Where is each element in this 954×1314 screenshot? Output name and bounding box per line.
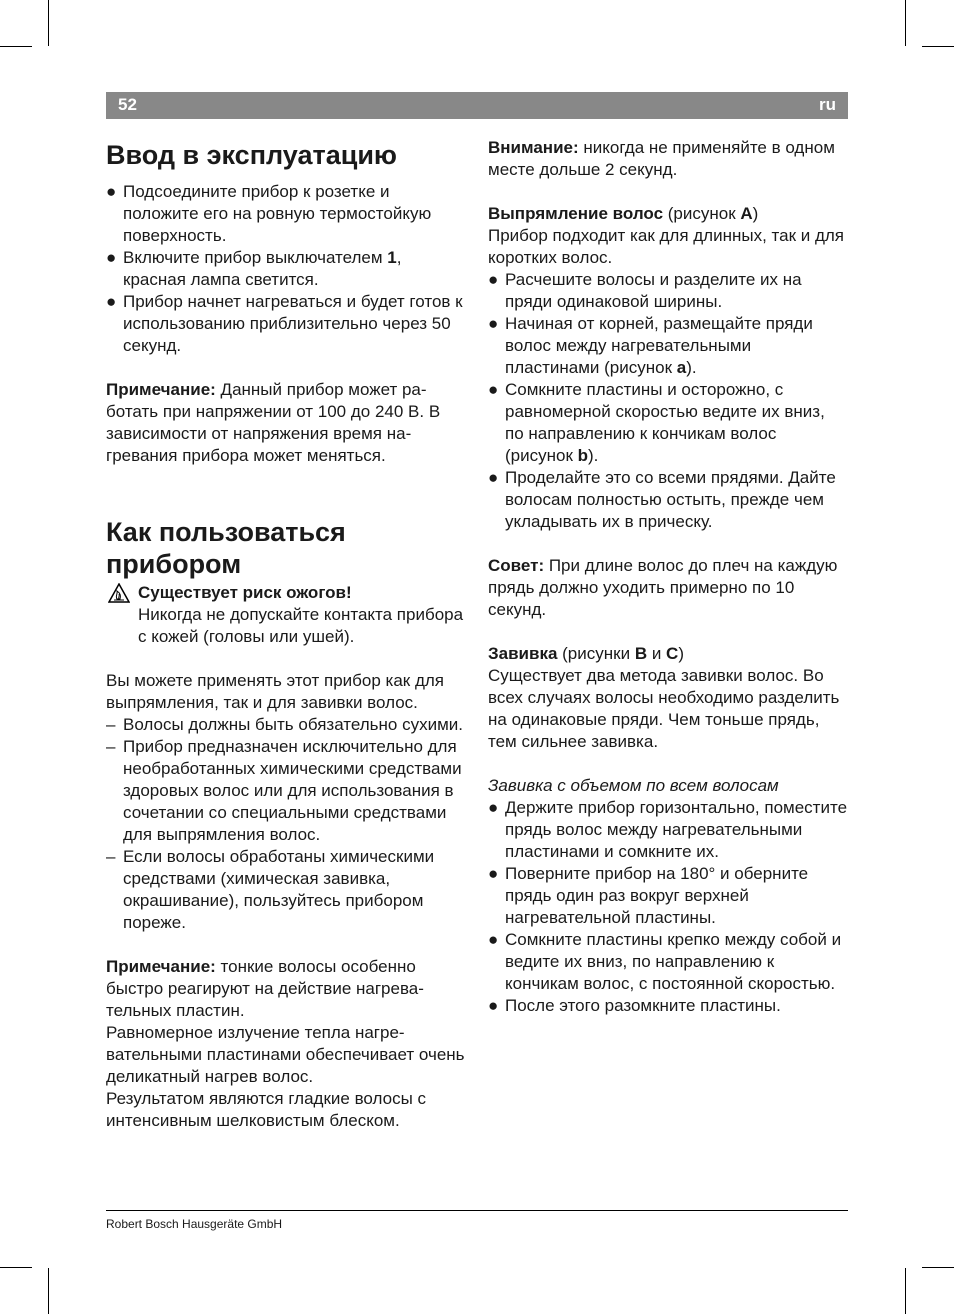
crop-mark: [0, 46, 32, 47]
page-header-bar: [106, 92, 848, 119]
bullet-marker: ●: [106, 292, 117, 311]
bullet-marker: ●: [488, 314, 499, 333]
list-item: [488, 797, 848, 863]
list-item-text: Включите прибор выключателем: [123, 248, 388, 267]
warning-icon: [108, 583, 130, 603]
crop-mark: [922, 46, 954, 47]
figure-ref: B: [634, 644, 648, 663]
list-item-text: ).: [686, 358, 697, 377]
list-item: [106, 846, 466, 934]
figure-ref-text: (рисунок: [663, 204, 741, 223]
list-item-text: Если волосы обработаны химическими средствами (химическая завивка, окрашивание), пользуйтесь прибором пореже.: [123, 847, 435, 932]
body-paragraph: Прибор подходит как для длинных, так и для коротких волос.: [488, 226, 845, 267]
list-item-text: Подсоедините прибор к розетке и положите его на ровную термостойкую поверхность.: [123, 182, 432, 245]
attention-text: никогда не применяйте в одном месте дольше 2 секунд.: [488, 138, 835, 179]
note-label: Примечание:: [106, 957, 216, 976]
section-title-usage: Как пользоваться прибором: [106, 517, 346, 579]
curling-label: Завивка: [488, 644, 558, 663]
bullet-marker: ●: [488, 930, 499, 949]
warning-title: Существует риск ожогов!: [138, 583, 352, 602]
list-item-text: Расчешите волосы и разделите их на пряди одинаковой ширины.: [505, 270, 802, 311]
bullet-marker: ●: [488, 864, 499, 883]
body-paragraph: Существует два метода завивки волос. Во всех случаях волосы необходимо разделить на одинаковые пряди. Чем тоньше прядь, тем сильнее завивка.: [488, 666, 840, 751]
list-item-text: После этого разомкните пластины.: [505, 996, 781, 1015]
list-item: [488, 929, 848, 995]
page-number: 52: [118, 95, 137, 114]
footer-company: Robert Bosch Hausgeräte GmbH: [106, 1217, 283, 1231]
bullet-marker: ●: [488, 996, 499, 1015]
list-item: [106, 181, 466, 247]
burn-warning: [106, 582, 466, 648]
straightening-heading: [488, 203, 848, 225]
footer-divider: [106, 1210, 848, 1211]
list-item-text: Начиная от корней, размещайте пряди волос между нагревательными пластинами (рисунок: [505, 314, 813, 377]
intro-paragraph: Вы можете применять этот прибор как для выпрямления, так и для завивки волос.: [106, 671, 445, 712]
bullet-marker: ●: [106, 182, 117, 201]
list-item-text: Держите прибор горизонтально, поместите прядь волос между нагревательными пластинами и сомкните их.: [505, 798, 848, 861]
list-item: [488, 863, 848, 929]
figure-ref-text: ): [752, 204, 759, 223]
right-column: [488, 137, 848, 1017]
note-label: Примечание:: [106, 380, 216, 399]
list-item: [488, 269, 848, 313]
straightening-label: Выпрямление волос: [488, 204, 664, 223]
list-item: [488, 379, 848, 467]
list-item-text: ).: [588, 446, 599, 465]
language-code: ru: [819, 95, 836, 114]
list-item: [106, 291, 466, 357]
list-item: [106, 714, 466, 736]
figure-ref-text: ): [678, 644, 684, 663]
bullet-marker: ●: [488, 468, 499, 487]
attention-paragraph: [488, 137, 848, 181]
list-item: [106, 247, 466, 291]
volume-title: Завивка с объемом по всем волосам: [488, 776, 779, 795]
note-text: Данный прибор может ра-ботать при напряжении от 100 до 240 В. В зависимости от напряжения время на-гревания прибора может меняться.: [106, 380, 441, 465]
crop-mark: [48, 1268, 49, 1314]
dash-marker: –: [106, 847, 116, 866]
crop-mark: [48, 0, 49, 46]
straightening-list: [488, 269, 848, 533]
dash-marker: –: [106, 715, 116, 734]
crop-mark: [0, 1267, 32, 1268]
note-paragraph: [106, 379, 466, 467]
volume-list: [488, 797, 848, 1017]
list-item-text: Поверните прибор на 180° и оберните прядь один раз вокруг верхней нагревательной пластины.: [505, 864, 809, 927]
setup-list: [106, 181, 466, 357]
figure-ref: a: [676, 358, 687, 377]
figure-ref: b: [577, 446, 589, 465]
volume-subheading: [488, 775, 848, 797]
list-item: [488, 313, 848, 379]
body-paragraph: Результатом являются гладкие волосы с интенсивным шелковистым блеском.: [106, 1089, 427, 1130]
figure-ref-text: и: [647, 644, 667, 663]
conditions-list: [106, 714, 466, 934]
list-item-text: Волосы должны быть обязательно сухими.: [123, 715, 463, 734]
list-item: [488, 995, 848, 1017]
bullet-marker: ●: [106, 248, 117, 267]
figure-ref: C: [666, 644, 679, 663]
list-item: [488, 467, 848, 533]
list-item-text: Проделайте это со всеми прядями. Дайте волосам полностью остыть, прежде чем укладывать их в прическу.: [505, 468, 836, 531]
bullet-marker: ●: [488, 270, 499, 289]
note-paragraph: [106, 956, 466, 1022]
attention-label: Внимание:: [488, 138, 579, 157]
left-column: [106, 137, 466, 1132]
note-text: тонкие волосы особенно быстро реагируют на действие нагрева-тельных пластин.: [106, 957, 424, 1020]
bullet-marker: ●: [488, 798, 499, 817]
list-item-text: , красная лампа светится.: [123, 248, 402, 289]
dash-marker: –: [106, 737, 116, 756]
tip-label: Совет:: [488, 556, 545, 575]
crop-mark: [905, 1268, 906, 1314]
bullet-marker: ●: [488, 380, 499, 399]
figure-ref-text: (рисунки: [557, 644, 635, 663]
body-paragraph: Равномерное излучение тепла нагре-вательными пластинами обеспечивает очень деликатный нагрев волос.: [106, 1023, 465, 1086]
list-item-text: Сомкните пластины и осторожно, с равномерной скоростью ведите их вниз, по направлению к кончикам волос (рисунок: [505, 380, 825, 465]
crop-mark: [905, 0, 906, 46]
tip-paragraph: [488, 555, 848, 621]
curling-heading: [488, 643, 848, 665]
list-item: [106, 736, 466, 846]
switch-number: 1: [387, 248, 397, 267]
tip-text: При длине волос до плеч на каждую прядь должно уходить примерно по 10 секунд.: [488, 556, 838, 619]
warning-text: Никогда не допускайте контакта прибора с кожей (головы или ушей).: [138, 605, 464, 646]
crop-mark: [922, 1267, 954, 1268]
figure-ref: A: [740, 204, 753, 223]
list-item-text: Прибор предназначен исключительно для необработанных химическими средствами здоровых волос или для использования в сочетании со специальными средствами для выпрямления волос.: [123, 737, 462, 844]
section-title-setup: Ввод в эксплуатацию: [106, 140, 397, 170]
list-item-text: Прибор начнет нагреваться и будет готов к использованию приблизительно через 50 секунд.: [123, 292, 463, 355]
list-item-text: Сомкните пластины крепко между собой и ведите их вниз, по направлению к кончикам волос, с постоянной скоростью.: [505, 930, 842, 993]
